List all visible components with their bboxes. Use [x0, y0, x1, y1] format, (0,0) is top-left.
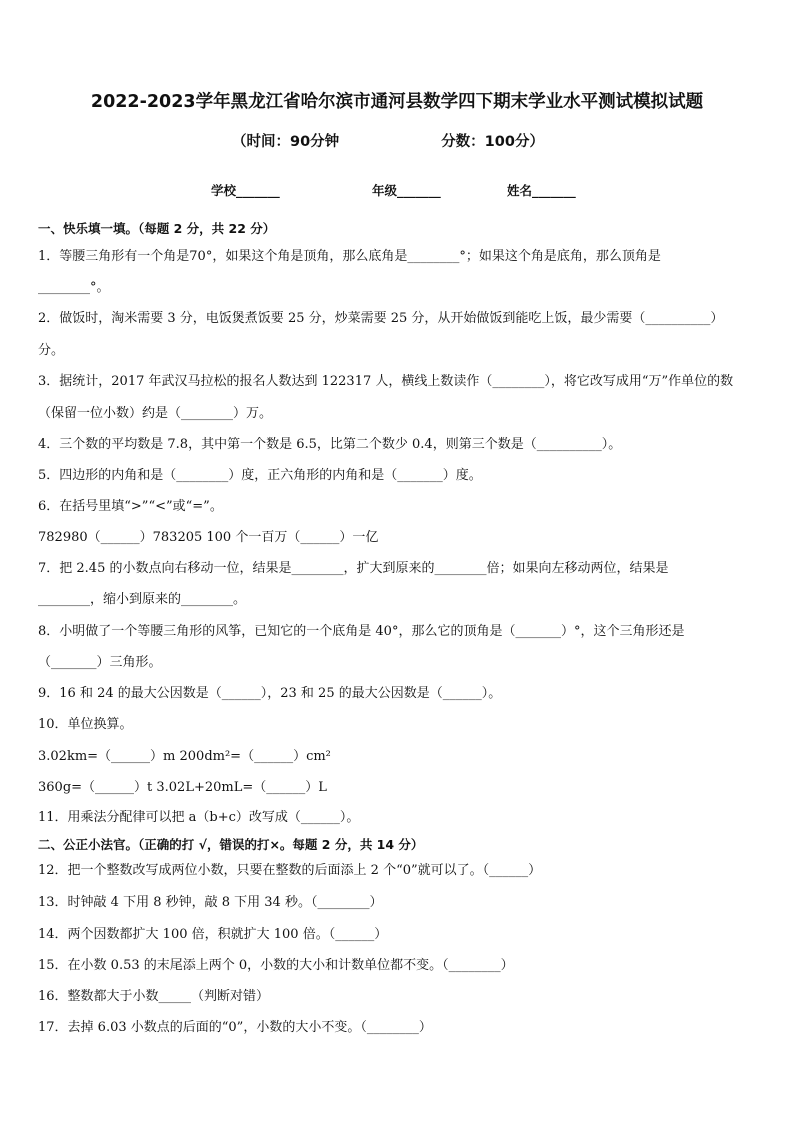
question-line: （保留一位小数）约是（________）万。 [38, 406, 273, 421]
question-line: 15．在小数 0.53 的末尾添上两个 0，小数的大小和计数单位都不变。（________） [38, 958, 514, 973]
question-line: 3.02km=（______）m 200dm²=（______）cm² [38, 749, 331, 764]
question-line: 12．把一个整数改写成两位小数，只要在整数的后面添上 2 个“0”就可以了。（______） [38, 863, 542, 878]
question-line: ________，缩小到原来的________。 [38, 592, 247, 607]
school-field[interactable]: 学校_______ [211, 183, 280, 198]
score-label: 分数：100分） [441, 134, 544, 150]
exam-title: 2022-2023学年黑龙江省哈尔滨市通河县数学四下期末学业水平测试模拟试题 [90, 92, 704, 112]
student-info [211, 181, 631, 199]
question-line: 8．小明做了一个等腰三角形的风筝，已知它的一个底角是 40°，那么它的顶角是（_______）°，这个三角形还是 [38, 624, 685, 639]
question-line: 11．用乘法分配律可以把 a（b+c）改写成（______）。 [38, 810, 360, 825]
question-line: 分。 [38, 343, 65, 358]
question-line: 10．单位换算。 [38, 717, 133, 732]
question-line: 13．时钟敲 4 下用 8 秒钟，敲 8 下用 34 秒。（________） [38, 895, 383, 910]
time-label: （时间：90分钟 [232, 134, 340, 150]
question-line: 7．把 2.45 的小数点向右移动一位，结果是________，扩大到原来的________倍；如果向左移动两位，结果是 [38, 561, 669, 576]
name-field[interactable]: 姓名_______ [507, 183, 576, 198]
question-line: 4．三个数的平均数是 7.8，其中第一个数是 6.5，比第二个数少 0.4，则第三个数是（__________）。 [38, 437, 622, 452]
question-line: 9．16 和 24 的最大公因数是（______），23 和 25 的最大公因数是（______）。 [38, 686, 502, 701]
question-line: 2．做饭时，淘米需要 3 分，电饭煲煮饭要 25 分，炒菜需要 25 分，从开始做饭到能吃上饭，最少需要（__________） [38, 311, 724, 326]
question-line: 6．在括号里填“>”“<”或“=”。 [38, 499, 223, 514]
question-line: （_______）三角形。 [38, 655, 162, 670]
question-line: 1．等腰三角形有一个角是70°，如果这个角是顶角，那么底角是________°；如果这个角是底角，那么顶角是 [38, 249, 661, 264]
exam-subtitle [232, 130, 632, 151]
grade-field[interactable]: 年级_______ [372, 183, 441, 198]
question-line: 3．据统计，2017 年武汉马拉松的报名人数达到 122317 人，横线上数读作（________），将它改写成用“万”作单位的数 [38, 374, 734, 389]
question-line: ________°。 [38, 280, 110, 295]
question-line: 5．四边形的内角和是（________）度，正六角形的内角和是（_______）度。 [38, 468, 482, 483]
question-line: 14．两个因数都扩大 100 倍，积就扩大 100 倍。（______） [38, 927, 388, 942]
section-heading: 一、快乐填一填。（每题 2 分，共 22 分） [38, 221, 276, 236]
question-line: 16．整数都大于小数_____（判断对错） [38, 989, 270, 1004]
question-line: 17．去掉 6.03 小数点的后面的“0”，小数的大小不变。（________） [38, 1020, 432, 1035]
question-line: 782980（______）783205 100 个一百万（______）一亿 [38, 530, 379, 545]
question-line: 360g=（______）t 3.02L+20mL=（______）L [38, 780, 327, 795]
section-heading: 二、公正小法官。（正确的打 √，错误的打×。每题 2 分，共 14 分） [38, 837, 424, 852]
